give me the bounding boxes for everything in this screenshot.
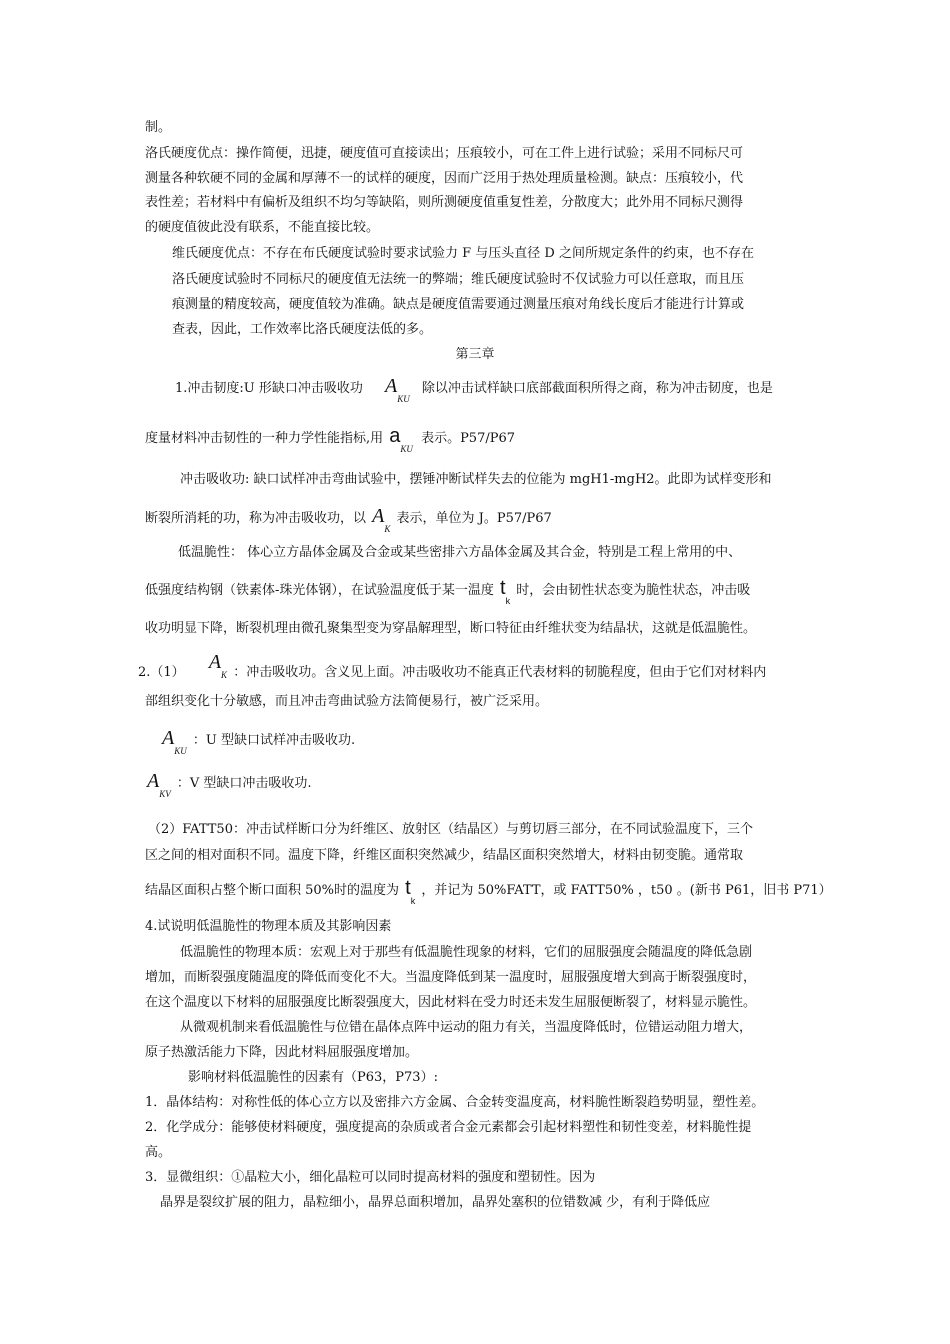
symbol-tk: $t_k$ <box>405 877 416 906</box>
text-line <box>145 577 751 606</box>
text-line: 表性差；若材料中有偏析及组织不均匀等缺陷，则所测硬度值重复性差，分散度大；此外用不同标尺测得 <box>145 195 744 210</box>
text-line: 的硬度值彼此没有联系，不能直接比较。 <box>145 220 380 235</box>
symbol-AKV: $A_{KV}$ <box>147 770 171 799</box>
text-line: 在这个温度以下材料的屈服强度比断裂强度大，因此材料在受力时还未发生屈服便断裂了，材料显示脆性。 <box>145 995 757 1010</box>
text-segment: ：冲击吸收功。含义见上面。冲击吸收功不能真正代表材料的韧脆程度，但由于它们对材料内 <box>233 665 767 680</box>
text-line: 从微观机制来看低温脆性与位错在晶体点阵中运动的阻力有关，当温度降低时，位错运动阻力增大， <box>180 1020 753 1035</box>
text-line: （2）FATT50：冲击试样断口分为纤维区、放射区（结晶区）与剪切唇三部分，在不同试验温度下，三个 <box>148 822 753 837</box>
symbol-AK: $A_K$ <box>208 651 228 680</box>
symbol-AKU: $A_{KU}$ <box>162 727 187 756</box>
text-line: 收功明显下降，断裂机理由微孔聚集型变为穿晶解理型，断口特征由纤维状变为结晶状，这就是低温脆性。 <box>145 621 757 636</box>
text-segment: 结晶区面积占整个断口面积 50%时的温度为 <box>145 883 400 898</box>
text-line <box>162 727 356 756</box>
text-line: 制。 <box>145 120 172 135</box>
text-segment: 断裂所消耗的功，称为冲击吸收功，以 <box>145 511 367 526</box>
text-line: 部组织变化十分敏感，而且冲击弯曲试验方法简便易行，被广泛采用。 <box>145 694 549 709</box>
text-line: 影响材料低温脆性的因素有（P63，P73）: <box>188 1070 438 1085</box>
text-line <box>145 877 832 906</box>
symbol-AK: $A_K$ <box>372 505 391 534</box>
text-segment: ，并记为 50%FATT，或 FATT50% ，t50 。(新书 P61，旧书 P71） <box>421 883 832 898</box>
symbol-AKU: $A_{KU}$ <box>385 375 410 404</box>
text-line: 4.试说明低温脆性的物理本质及其影响因素 <box>145 919 392 934</box>
text-line: 晶界是裂纹扩展的阻力，晶粒细小，晶界总面积增加，晶界处塞积的位错数减 少，有利于降低应 <box>160 1195 711 1210</box>
text-line <box>145 425 516 454</box>
text-line: 痕测量的精度较高，硬度值较为准确。缺点是硬度值需要通过测量压痕对角线长度后才能进行计算或 <box>172 297 745 312</box>
text-line: 3．显微组织：①晶粒大小，细化晶粒可以同时提高材料的强度和塑韧性。因为 <box>145 1170 596 1185</box>
text-segment: 表示。P57/P67 <box>421 431 516 446</box>
text-line: 冲击吸收功: 缺口试样冲击弯曲试验中，摆锤冲断试样失去的位能为 mgH1-mgH2。此即为试样变形和 <box>180 472 772 487</box>
text-segment: 1.冲击韧度:U 形缺口冲击吸收功 <box>175 381 363 396</box>
text-segment: ：V 型缺口冲击吸收功. <box>176 776 312 791</box>
text-line: 区之间的相对面积不同。温度下降，纤维区面积突然减少，结晶区面积突然增大，材料由韧变脆。通常取 <box>145 848 744 863</box>
text-line: 洛氏硬度试验时不同标尺的硬度值无法统一的弊端；维氏硬度试验时不仅试验力可以任意取，而且压 <box>172 272 745 287</box>
symbol-tk: $t_k$ <box>500 577 511 606</box>
text-line: 原子热激活能力下降，因此材料屈服强度增加。 <box>145 1045 419 1060</box>
text-line: 维氏硬度优点：不存在布氏硬度试验时要求试验力 F 与压头直径 D 之间所规定条件的约束，也不存在 <box>172 246 754 261</box>
text-line: 查表，因此，工作效率比洛氏硬度法低的多。 <box>172 322 433 337</box>
text-line: 低温脆性： 体心立方晶体金属及合金或某些密排六方晶体金属及其合金，特别是工程上常用的中、 <box>178 545 742 560</box>
text-segment: 度量材料冲击韧性的一种力学性能指标,用 <box>145 431 384 446</box>
text-segment: 2.（1） <box>138 665 185 680</box>
text-line: 2．化学成分：能够使材料硬度，强度提高的杂质或者合金元素都会引起材料塑性和韧性变差，材料脆性提 <box>145 1120 752 1135</box>
text-segment: 除以冲击试样缺口底部截面积所得之商，称为冲击韧度，也是 <box>421 381 773 396</box>
text-line: 增加，而断裂强度随温度的降低而变化不大。当温度降低到某一温度时，屈服强度增大到高于断裂强度时， <box>145 970 757 985</box>
text-line <box>175 375 773 404</box>
text-segment: 时，会由韧性状态变为脆性状态，冲击吸 <box>516 583 751 598</box>
text-line: 低温脆性的物理本质：宏观上对于那些有低温脆性现象的材料，它们的屈服强度会随温度的降低急剧 <box>180 945 753 960</box>
chapter-heading: 第三章 <box>455 347 495 362</box>
text-line: 1．晶体结构：对称性低的体心立方以及密排六方金属、合金转变温度高，材料脆性断裂趋势明显，塑性差。 <box>145 1095 765 1110</box>
text-line: 高。 <box>145 1145 172 1160</box>
text-segment: 低强度结构钢（铁素体-珠光体钢），在试验温度低于某一温度 <box>145 583 494 598</box>
symbol-aKU: $a_{KU}$ <box>389 425 413 454</box>
text-segment: ：U 型缺口试样冲击吸收功. <box>192 733 356 748</box>
text-line <box>147 770 312 799</box>
text-line <box>145 505 552 534</box>
text-line <box>138 651 767 681</box>
text-segment: 表示，单位为 J。P57/P67 <box>396 511 552 526</box>
text-line: 洛氏硬度优点：操作简便，迅捷，硬度值可直接读出；压痕较小，可在工件上进行试验；采用不同标尺可 <box>145 146 744 161</box>
text-line: 测量各种软硬不同的金属和厚薄不一的试样的硬度，因而广泛用于热处理质量检测。缺点：压痕较小，代 <box>145 171 744 186</box>
